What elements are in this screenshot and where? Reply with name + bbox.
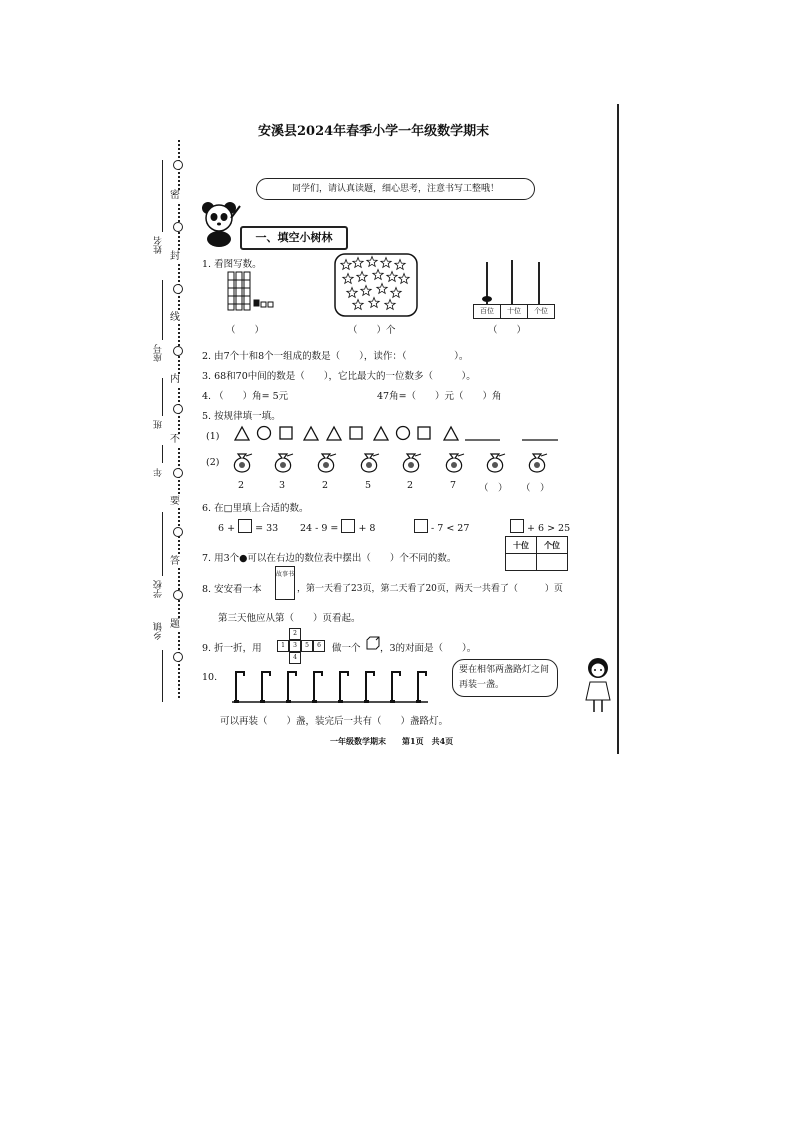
binding-hole: [173, 284, 183, 294]
q6-eq2-right: + 8: [358, 523, 376, 534]
binding-hole: [173, 527, 183, 537]
q6-eq1-left: 6 +: [218, 523, 236, 534]
q2-text: 2. 由7个十和8个一组成的数是（ ），读作：（ ）。: [202, 351, 469, 362]
cell-tens: [506, 554, 537, 571]
q1-stars-blank[interactable]: （ ）个: [348, 325, 396, 336]
q10-label: 10.: [202, 672, 218, 683]
town-label: 乡镇: [154, 622, 164, 640]
name-underline: [162, 160, 163, 232]
money-bag-icon: [483, 450, 507, 478]
bag-number: （ ）: [479, 483, 508, 494]
q6-eq1: [218, 519, 278, 534]
money-bag-icon: [442, 450, 466, 478]
binding-char: 内: [170, 374, 180, 385]
q6-eq3: [414, 519, 469, 534]
street-lamp-icon: [416, 672, 426, 703]
place-hundreds: 百位: [473, 304, 501, 319]
panda-icon: [198, 198, 242, 248]
q4-text-a: 4. （ ）角= 5元: [202, 391, 289, 402]
binding-hole: [173, 160, 183, 170]
place-tens: 十位: [500, 304, 528, 319]
street-lamps: [228, 664, 438, 706]
binding-char: 线: [170, 312, 180, 323]
q8-text-c: 第三天他应从第（ ）页看起。: [218, 613, 361, 624]
q5-text: 5. 按规律填一填。: [202, 411, 281, 422]
header-tens: 十位: [506, 537, 537, 554]
net-face: 1: [277, 640, 289, 652]
binding-char: 密: [170, 190, 180, 201]
place-value-table: [505, 536, 568, 571]
grade-label: 年: [154, 468, 164, 477]
q3-text: 3. 68和70中间的数是（ ），它比最大的一位数多（ ）。: [202, 371, 476, 382]
q1-answer-blank[interactable]: （ ）: [226, 325, 265, 336]
binding-hole: [173, 346, 183, 356]
town-underline: [162, 650, 163, 702]
money-bag-icon: [357, 450, 381, 478]
net-face: 5: [301, 640, 313, 652]
bag-number: （ ）: [521, 483, 550, 494]
q5-row1-label: (1): [206, 431, 220, 442]
stars-box-icon: [334, 253, 418, 317]
q6-eq3-right: - 7 < 27: [431, 523, 470, 534]
instruction-banner: 同学们，请认真读题，细心思考，注意书写工整哦！: [256, 178, 535, 200]
q6-eq2-left: 24 - 9 =: [300, 523, 339, 534]
section-heading: 一、填空小树林: [240, 226, 348, 250]
q6-eq4-right: + 6 > 25: [527, 523, 571, 534]
class-underline: [162, 378, 163, 416]
q6-eq1-right: = 33: [255, 523, 279, 534]
speech-bubble: 要在相邻两盏路灯之间再装一盏。: [452, 659, 558, 697]
storybook-icon: 故事书: [275, 566, 295, 600]
binding-char: 答: [170, 556, 180, 567]
q6-eq2: [300, 519, 375, 534]
girl-icon: [584, 656, 616, 716]
cell-ones: [537, 554, 568, 571]
binding-hole: [173, 468, 183, 478]
scan-edge-line: [617, 104, 619, 754]
cube-net-icon: [276, 628, 326, 664]
net-face: 6: [313, 640, 325, 652]
net-face: 4: [289, 652, 301, 664]
school-label: 学校: [154, 580, 164, 598]
page-footer: 一年级数学期末 第1页 共4页: [330, 736, 454, 746]
money-bag-icon: [399, 450, 423, 478]
q9-text-b: 做一个: [332, 643, 361, 654]
q1-text: 1. 看图写数。: [202, 259, 262, 270]
binding-hole: [173, 590, 183, 600]
q5-row2-label: (2): [206, 457, 220, 468]
seat-underline: [162, 280, 163, 340]
exam-title: 安溪县2024年春季小学一年级数学期末: [258, 124, 490, 139]
street-lamp-icon: [364, 672, 374, 703]
money-bag-icon: [230, 450, 254, 478]
q6-eq4: [510, 519, 570, 534]
q8-text-b: ，第一天看了23页，第二天看了20页，两天一共看了（ ）页: [297, 584, 563, 594]
q4-text-b: 47角=（ ）元（ ）角: [377, 391, 502, 402]
street-lamp-icon: [390, 672, 400, 703]
q8-text-a: 8. 安安看一本: [202, 584, 262, 595]
grade-underline: [162, 445, 163, 463]
money-bag-icon: [271, 450, 295, 478]
binding-char: 不: [170, 434, 180, 445]
answer-box[interactable]: [238, 519, 252, 533]
place-ones: 个位: [527, 304, 555, 319]
binding-char: 封: [170, 251, 180, 262]
counting-rods-icon: [226, 270, 282, 312]
binding-hole: [173, 404, 183, 414]
q10-text: 可以再装（ ）盏，装完后一共有（ ）盏路灯。: [220, 716, 449, 727]
binding-char: 要: [170, 496, 180, 507]
bag-number: 5: [365, 480, 372, 491]
street-lamp-icon: [312, 672, 322, 703]
seat-label: 座号: [154, 344, 164, 362]
net-face: 2: [289, 628, 301, 640]
shape-pattern: [232, 425, 562, 443]
bag-number: 2: [407, 480, 414, 491]
q6-text: 6. 在□里填上合适的数。: [202, 503, 309, 514]
answer-box[interactable]: [510, 519, 524, 533]
header-ones: 个位: [537, 537, 568, 554]
bag-number: 7: [450, 480, 457, 491]
street-lamp-icon: [338, 672, 348, 703]
binding-hole: [173, 652, 183, 662]
q7-text: 7. 用3个●可以在右边的数位表中摆出（ ）个不同的数。: [202, 553, 457, 564]
name-label: 姓名: [154, 236, 164, 254]
answer-box[interactable]: [414, 519, 428, 533]
street-lamp-icon: [286, 672, 296, 703]
class-label: 班: [154, 420, 164, 429]
street-lamp-icon: [260, 672, 270, 703]
q9-text-c: ，3的对面是（ ）。: [380, 643, 477, 654]
money-bag-icon: [314, 450, 338, 478]
abacus-beads-icon: [479, 294, 545, 304]
binding-char: 题: [170, 619, 180, 630]
bag-number: 2: [238, 480, 245, 491]
answer-box[interactable]: [341, 519, 355, 533]
net-face: 3: [289, 640, 301, 652]
bag-number: 2: [322, 480, 329, 491]
street-lamp-icon: [234, 672, 244, 703]
bag-number: 3: [279, 480, 286, 491]
binding-hole: [173, 222, 183, 232]
cube-icon: [366, 636, 380, 650]
q1-abacus-blank[interactable]: （ ）: [488, 325, 527, 336]
money-bag-icon: [525, 450, 549, 478]
school-underline: [162, 512, 163, 576]
q9-text-a: 9. 折一折，用: [202, 643, 262, 654]
